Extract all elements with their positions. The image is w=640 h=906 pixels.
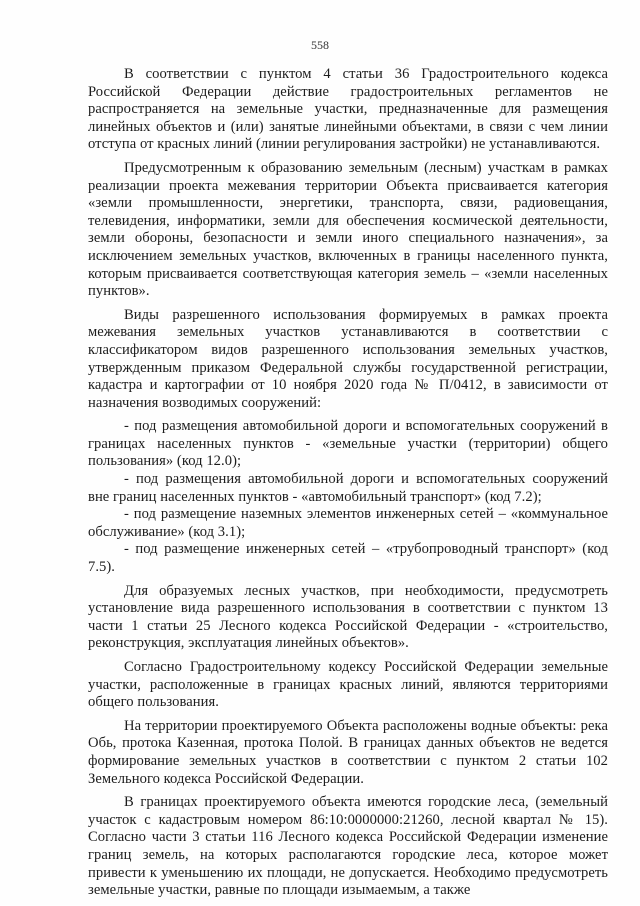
list-item-road-in-settlements: - под размещения автомобильной дороги и вспомогательных сооружений в границах населенных пунктов - «земельные участки (территории) общего пользования» (код 12.0); bbox=[88, 418, 608, 470]
paragraph-red-lines-public-use: Согласно Градостроительному кодексу Российской Федерации земельные участки, расположенные в границах красных линий, являются территориями общего пользования. bbox=[88, 659, 608, 711]
paragraph-regulations-not-applicable: В соответствии с пунктом 4 статьи 36 Градостроительного кодекса Российской Федерации действие градостроительных регламентов не распространяется на земельные участки, предназначенные для размещения линейных объектов и (или) занятые линейными объектами, в связи с чем линии отступа от красных линий (линии регулирования застройки) не устанавливаются. bbox=[88, 66, 608, 153]
list-item-pipeline-transport: - под размещение инженерных сетей – «трубопроводный транспорт» (код 7.5). bbox=[88, 541, 608, 576]
paragraph-urban-forests: В границах проектируемого объекта имеются городские леса, (земельный участок с кадастровым номером 86:10:0000000:21260, лесной квартал № 15). Согласно части 3 статьи 116 Лесного кодекса Российской Федерации изменение границ земель, на которых располагаются городские леса, которое может привести к уменьшению их площади, не допускается. Необходимо предусмотреть земельные участки, равные по площади изымаемым, а также bbox=[88, 794, 608, 899]
list-item-road-outside-settlements: - под размещения автомобильной дороги и вспомогательных сооружений вне границ населенных пунктов - «автомобильный транспорт» (код 7.2); bbox=[88, 471, 608, 505]
list-item-utility-surface-elements: - под размещение наземных элементов инженерных сетей – «коммунальное обслуживание» (код 3.1); bbox=[88, 506, 608, 540]
document-body bbox=[88, 66, 608, 906]
page-number: 558 bbox=[311, 38, 329, 52]
paragraph-permitted-use: Виды разрешенного использования формируемых в рамках проекта межевания земельных участков устанавливаются в соответствии с классификатором видов разрешенного использования земельных участков, утвержденным приказом Федеральной службы государственной регистрации, кадастра и картографии от 10 ноября 2020 года № П/0412, в зависимости от назначения возводимых сооружений: bbox=[88, 306, 608, 411]
paragraph-land-category: Предусмотренным к образованию земельным (лесным) участкам в рамках реализации проекта межевания территории Объекта присваивается категория «земли промышленности, энергетики, транспорта, связи, радиовещания, телевидения, информатики, земли для обеспечения космической деятельности, земли обороны, безопасности и земли иного специального назначения», за исключением земельных участков, включенных в границы населенного пункта, которым присваивается соответствующая категория земель – «земли населенных пунктов». bbox=[88, 159, 608, 300]
paragraph-forest-plots: Для образуемых лесных участков, при необходимости, предусмотреть установление вида разрешенного использования в соответствии с пунктом 13 части 1 статьи 25 Лесного кодекса Российской Федерации - «строительство, реконструкция, эксплуатация линейных объектов». bbox=[88, 582, 608, 652]
paragraph-water-bodies: На территории проектируемого Объекта расположены водные объекты: река Обь, протока Казенная, протока Полой. В границах данных объектов не ведется формирование земельных участков в соответствии с пунктом 2 статьи 102 Земельного кодекса Российской Федерации. bbox=[88, 717, 608, 787]
